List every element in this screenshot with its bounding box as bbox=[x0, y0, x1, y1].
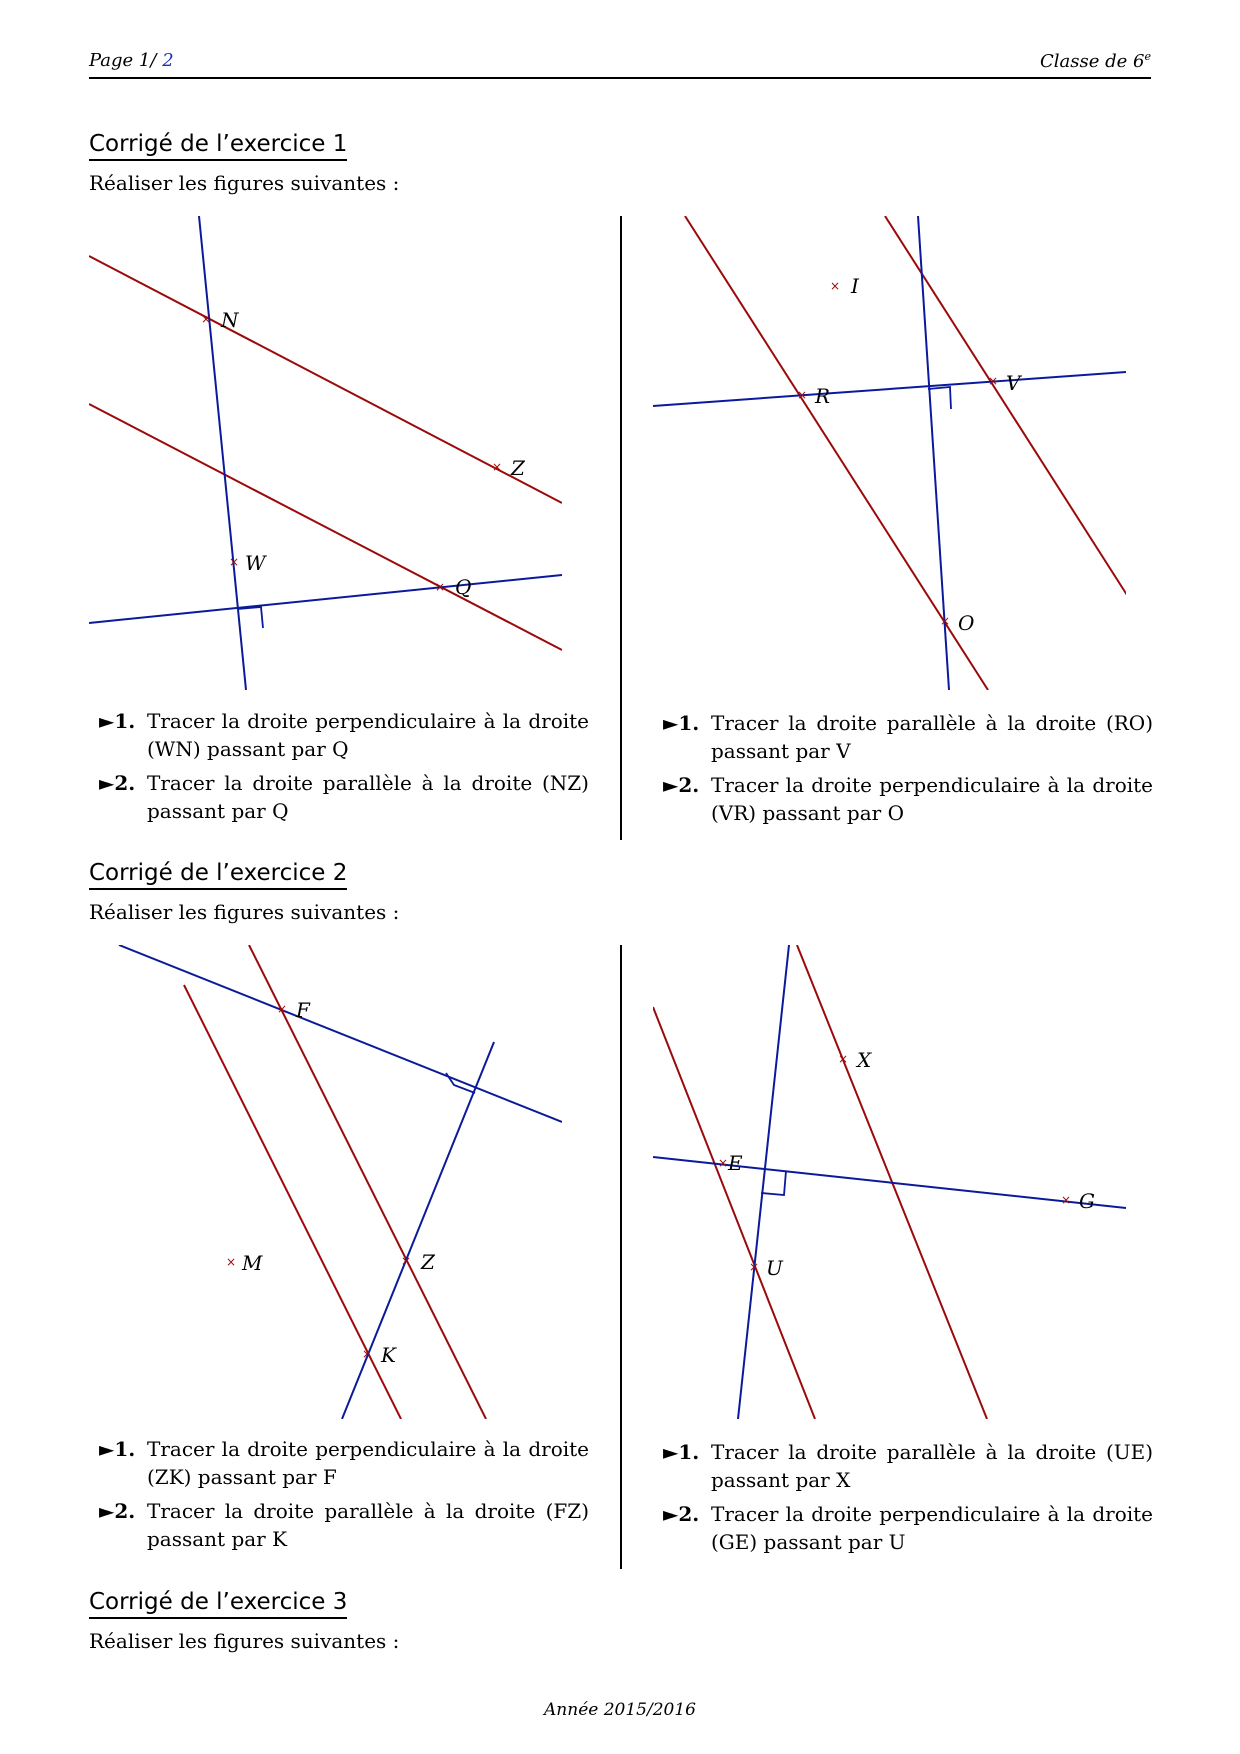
point-x-cross: × bbox=[837, 1052, 849, 1066]
point-u-cross: × bbox=[748, 1260, 760, 1274]
point-z-label: Z bbox=[421, 1250, 435, 1274]
line-wn bbox=[199, 216, 246, 690]
exercise-3-title: Corrigé de l’exercice 3 bbox=[89, 1589, 347, 1619]
exercise-2-right-questions bbox=[653, 1438, 1153, 1562]
point-r-cross: × bbox=[796, 388, 808, 402]
exercise-2-separator bbox=[620, 945, 622, 1569]
point-e-cross: × bbox=[717, 1156, 729, 1170]
point-z-cross: × bbox=[400, 1254, 412, 1268]
exercise-1-intro: Réaliser les figures suivantes : bbox=[89, 171, 400, 195]
right-angle-mark bbox=[446, 1073, 475, 1093]
line-zk bbox=[342, 1042, 494, 1419]
line-ue bbox=[653, 1007, 815, 1419]
point-m-cross: × bbox=[225, 1255, 237, 1269]
point-x-label: X bbox=[857, 1048, 872, 1072]
point-u-label: U bbox=[766, 1256, 783, 1280]
point-o-label: O bbox=[958, 611, 975, 635]
question-item: ►1. Tracer la droite perpendiculaire à la droite (ZK) passant par F bbox=[99, 1437, 589, 1489]
point-g-cross: × bbox=[1060, 1193, 1072, 1207]
right-angle-mark bbox=[928, 387, 951, 409]
exercise-3-intro: Réaliser les figures suivantes : bbox=[89, 1629, 400, 1653]
point-w-cross: × bbox=[228, 555, 240, 569]
exercise-1-left-questions bbox=[89, 707, 589, 831]
line-parallel-q bbox=[89, 404, 562, 650]
class-label: Classe de 6e bbox=[1040, 50, 1151, 72]
question-item: ►2. Tracer la droite parallèle à la droite (FZ) passant par K bbox=[99, 1499, 589, 1551]
point-n-label: N bbox=[221, 308, 239, 332]
header-rule bbox=[89, 77, 1151, 79]
exercise-1-right-questions bbox=[653, 709, 1153, 833]
line-perp-q bbox=[89, 575, 562, 623]
exercise-1-separator bbox=[620, 216, 622, 840]
point-m-label: M bbox=[242, 1251, 263, 1275]
point-n-cross: × bbox=[200, 312, 212, 326]
exercise-2-figure-right bbox=[653, 945, 1126, 1419]
point-o-cross: × bbox=[939, 614, 951, 628]
exercise-2-left-questions bbox=[89, 1435, 589, 1559]
exercise-2-figure-left bbox=[89, 945, 562, 1419]
question-item: ►2. Tracer la droite parallèle à la droite (NZ) passant par Q bbox=[99, 771, 589, 823]
point-q-label: Q bbox=[455, 575, 472, 599]
point-q-cross: × bbox=[434, 580, 446, 594]
point-z-cross: × bbox=[491, 460, 503, 474]
point-k-label: K bbox=[381, 1343, 396, 1367]
point-g-label: G bbox=[1079, 1189, 1095, 1213]
question-item: ►1. Tracer la droite perpendiculaire à la droite (WN) passant par Q bbox=[99, 709, 589, 761]
point-w-label: W bbox=[245, 551, 266, 575]
point-f-label: F bbox=[296, 998, 310, 1022]
point-v-cross: × bbox=[987, 374, 999, 388]
question-item: ►2. Tracer la droite perpendiculaire à la droite (VR) passant par O bbox=[663, 773, 1153, 825]
point-r-label: R bbox=[815, 384, 831, 408]
question-item: ►2. Tracer la droite perpendiculaire à la droite (GE) passant par U bbox=[663, 1502, 1153, 1554]
line-perp-u bbox=[738, 945, 789, 1419]
footer-year: Année 2015/2016 bbox=[544, 1700, 696, 1720]
point-f-cross: × bbox=[276, 1002, 288, 1016]
exercise-2-title: Corrigé de l’exercice 2 bbox=[89, 860, 347, 890]
right-angle-mark bbox=[238, 607, 263, 628]
point-i-cross: × bbox=[829, 279, 841, 293]
page-total-link[interactable]: 2 bbox=[162, 50, 174, 71]
question-item: ►1. Tracer la droite parallèle à la droite (UE) passant par X bbox=[663, 1440, 1153, 1492]
point-k-cross: × bbox=[361, 1347, 373, 1361]
line-perp-f bbox=[119, 945, 562, 1122]
page-number: Page 1/ 2 bbox=[89, 50, 174, 71]
exercise-1-figure-right bbox=[653, 216, 1126, 690]
exercise-1-figure-left bbox=[89, 216, 562, 690]
point-z-label: Z bbox=[511, 456, 525, 480]
point-e-label: E bbox=[728, 1151, 743, 1175]
point-v-label: V bbox=[1006, 371, 1021, 395]
exercise-1-title: Corrigé de l’exercice 1 bbox=[89, 131, 347, 161]
exercise-2-intro: Réaliser les figures suivantes : bbox=[89, 900, 400, 924]
point-i-label: I bbox=[851, 274, 859, 298]
line-vr bbox=[653, 372, 1126, 406]
question-item: ►1. Tracer la droite parallèle à la droite (RO) passant par V bbox=[663, 711, 1153, 763]
